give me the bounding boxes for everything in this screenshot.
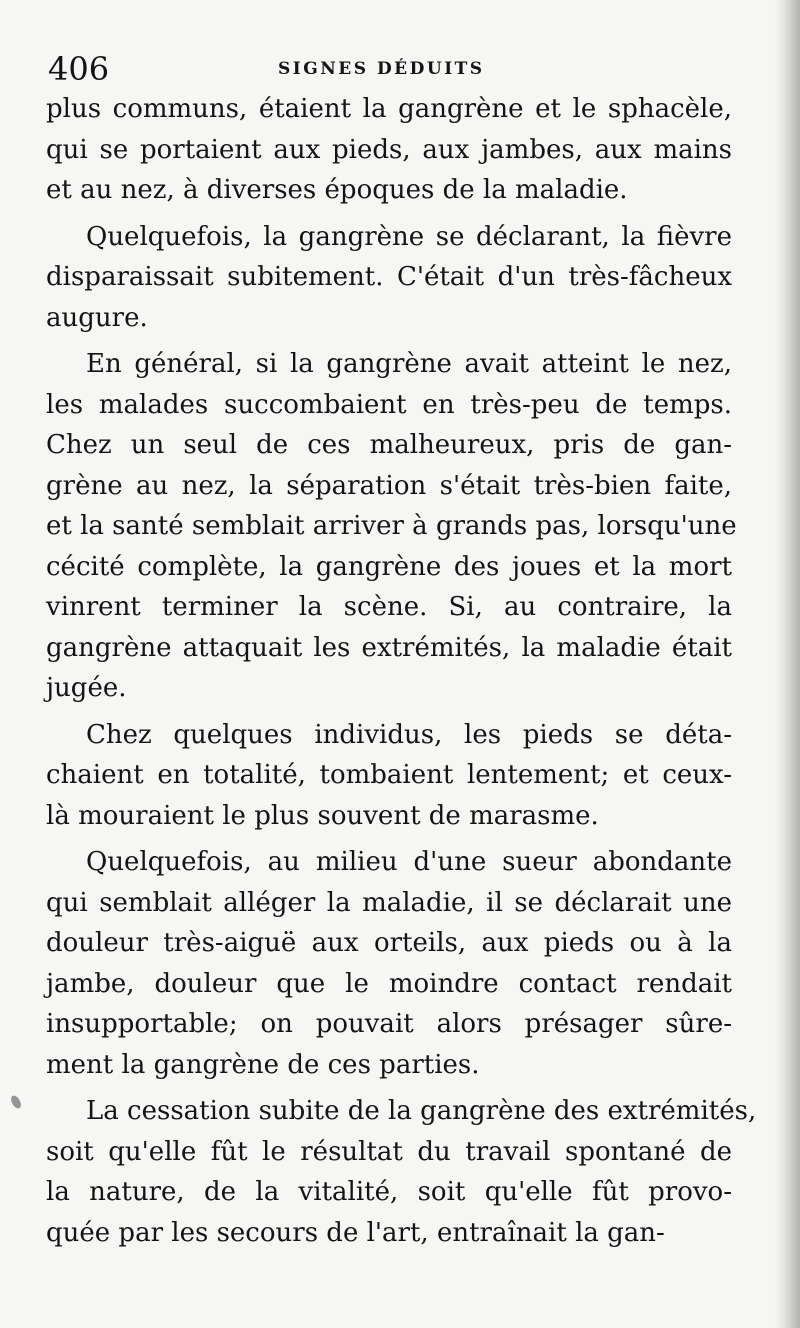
- text-line: là mouraient le plus souvent de marasme.: [46, 800, 599, 831]
- text-line: quée par les secours de l'art, entraînait la gan-: [46, 1217, 665, 1248]
- page-number: 406: [48, 50, 110, 88]
- text-line: vinrent terminer la scène. Si, au contraire, la: [46, 592, 732, 622]
- text-line: plus communs, étaient la gangrène et le sphacèle,: [46, 94, 732, 124]
- text-line: et la santé semblait arriver à grands pas, lorsqu'une: [46, 511, 737, 541]
- paragraph: [46, 217, 732, 339]
- paragraph: [46, 842, 732, 1085]
- text-line: qui se portaient aux pieds, aux jambes, aux mains: [46, 134, 732, 165]
- text-line: grène au nez, la séparation s'était très-bien faite,: [46, 470, 732, 501]
- text-line: ment la gangrène de ces parties.: [46, 1049, 480, 1080]
- text-line: insupportable; on pouvait alors présager sûre-: [46, 1009, 732, 1039]
- paragraph: [46, 89, 732, 211]
- running-head: SIGNES DÉDUITS: [278, 59, 485, 79]
- page-body: [46, 89, 757, 1253]
- text-line: chaient en totalité, tombaient lentement; et ceux-: [46, 760, 732, 790]
- text-line: cécité complète, la gangrène des joues et la mort: [46, 551, 732, 582]
- text-line: Chez quelques individus, les pieds se déta-: [86, 719, 732, 750]
- page-header: [46, 46, 746, 92]
- text-line: douleur très-aiguë aux orteils, aux pieds ou à la: [46, 928, 732, 958]
- text-line: Quelquefois, au milieu d'une sueur abondante: [86, 847, 732, 877]
- text-line: augure.: [46, 302, 148, 333]
- text-line: et au nez, à diverses époques de la maladie.: [46, 175, 628, 205]
- text-line: gangrène attaquait les extrémités, la maladie était: [46, 632, 732, 663]
- text-line: La cessation subite de la gangrène des extrémités,: [86, 1096, 757, 1126]
- paragraph: [46, 1091, 757, 1253]
- text-line: les malades succombaient en très-peu de temps.: [46, 389, 732, 420]
- text-line: jambe, douleur que le moindre contact rendait: [46, 968, 732, 999]
- paragraph: [46, 344, 737, 709]
- text-line: En général, si la gangrène avait atteint le nez,: [86, 349, 732, 379]
- text-line: la nature, de la vitalité, soit qu'elle fût provo-: [46, 1177, 732, 1207]
- text-line: qui semblait alléger la maladie, il se déclarait une: [46, 887, 732, 918]
- page-gutter-shadow: [774, 0, 800, 1328]
- text-line: disparaissait subitement. C'était d'un très-fâcheux: [46, 262, 732, 292]
- text-line: jugée.: [46, 673, 127, 703]
- text-line: Quelquefois, la gangrène se déclarant, la fièvre: [86, 221, 732, 252]
- paragraph: [46, 715, 732, 837]
- ink-smudge: [9, 1094, 23, 1110]
- text-line: Chez un seul de ces malheureux, pris de gan-: [46, 430, 732, 460]
- text-line: soit qu'elle fût le résultat du travail spontané de: [46, 1136, 732, 1167]
